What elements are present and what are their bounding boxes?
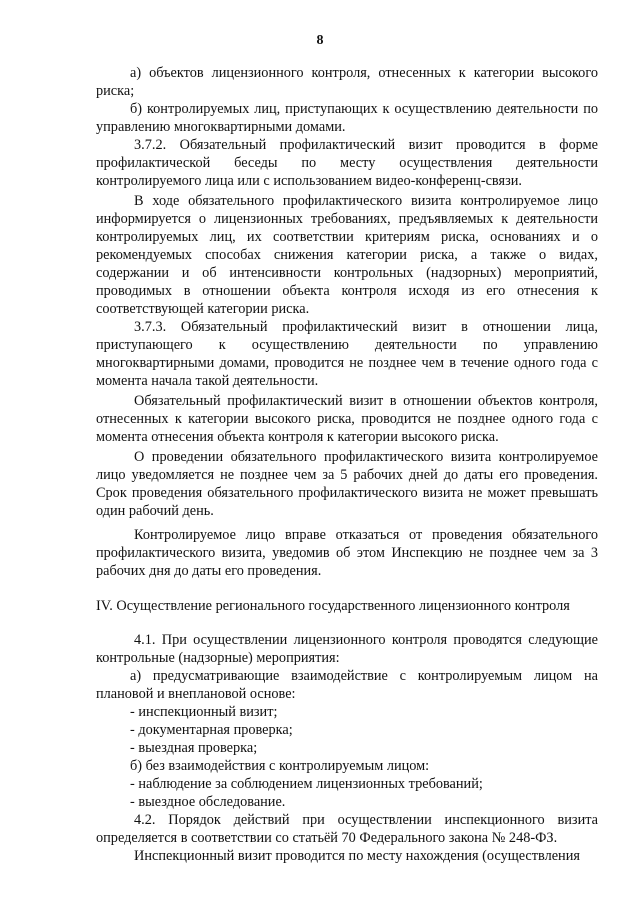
paragraph-4-1: 4.1. При осуществлении лицензионного контроля проводятся следующие контрольные (надзорные) мероприятия:: [96, 632, 598, 666]
paragraph-high-risk-visit: Обязательный профилактический визит в отношении объектов контроля, отнесенных к категории высокого риска, проводится не позднее одного года с момента отнесения объекта контроля к категории высокого риска.: [96, 393, 598, 445]
paragraph-item-a: а) объектов лицензионного контроля, отнесенных к категории высокого риска;: [96, 65, 598, 99]
paragraph-inspection-visit: Инспекционный визит проводится по месту нахождения (осуществления: [134, 848, 580, 864]
paragraph-refusal: Контролируемое лицо вправе отказаться от проведения обязательного профилактического визита, уведомив об этом Инспекцию не позднее чем за 3 рабочих дня до даты его проведения.: [96, 527, 598, 579]
paragraph-visit-info: В ходе обязательного профилактического визита контролируемое лицо информируется о лицензионных требованиях, предъявляемых к деятельности контролируемых лиц, их соответствии критериям риска, основаниях и о рекомендуемых способах снижения категории риска, а также о видах, содержании и об интенсивности контрольных (надзорных) мероприятий, проводимых в отношении объекта контроля исходя из его отнесения к соответствующей категории риска.: [96, 193, 598, 317]
list-item: - инспекционный визит;: [130, 704, 278, 720]
page-number: 8: [316, 33, 324, 48]
paragraph-item-b: б) контролируемых лиц, приступающих к осуществлению деятельности по управлению многоквартирными домами.: [96, 101, 598, 135]
document-body: [96, 64, 598, 865]
section-title: IV. Осуществление регионального государственного лицензионного контроля: [96, 598, 570, 614]
list-item: - выездное обследование.: [130, 794, 286, 810]
paragraph-3-7-2: 3.7.2. Обязательный профилактический визит проводится в форме профилактической беседы по месту осуществления деятельности контролируемого лица или с использованием видео-конференц-связи.: [96, 137, 598, 189]
list-item: - наблюдение за соблюдением лицензионных требований;: [130, 776, 483, 792]
paragraph-with-interaction: а) предусматривающие взаимодействие с контролируемым лицом на плановой и внеплановой основе:: [96, 668, 598, 702]
paragraph-4-2: 4.2. Порядок действий при осуществлении инспекционного визита определяется в соответствии со статьёй 70 Федерального закона № 248-ФЗ.: [96, 812, 598, 846]
paragraph-notification: О проведении обязательного профилактического визита контролируемое лицо уведомляется не позднее чем за 5 рабочих дней до даты его проведения. Срок проведения обязательного профилактического визита не может превышать один рабочий день.: [96, 449, 598, 519]
list-item: - выездная проверка;: [130, 740, 258, 756]
list-item: - документарная проверка;: [130, 722, 293, 738]
paragraph-3-7-3: 3.7.3. Обязательный профилактический визит в отношении лица, приступающего к осуществлению деятельности по управлению многоквартирными домами, проводится не позднее чем в течение одного года с момента начала такой деятельности.: [96, 319, 598, 389]
paragraph-without-interaction: б) без взаимодействия с контролируемым лицом:: [130, 758, 430, 774]
